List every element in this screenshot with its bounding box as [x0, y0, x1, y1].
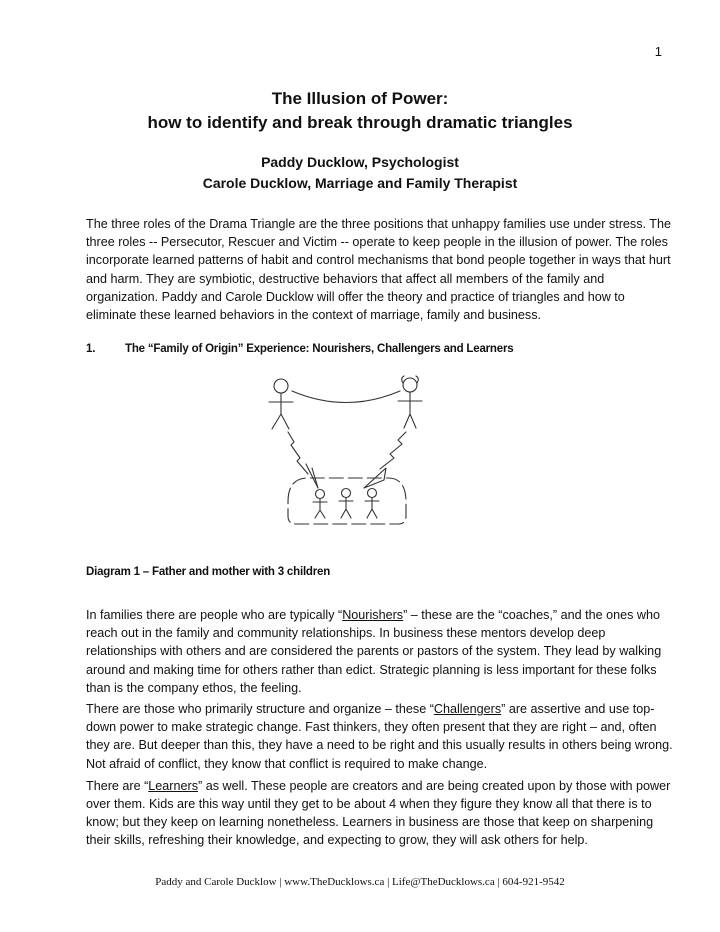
- parent-connection-arc: [292, 391, 400, 403]
- document-title: [0, 87, 720, 135]
- child-figure-1: [313, 490, 327, 519]
- page-number: 1: [654, 44, 662, 59]
- p2-text-start: There are those who primarily structure and organize – these “: [86, 702, 434, 717]
- p3-text-end: ” as well. These people are creators and are being created upon by those with power over them. Kids are this way until they get to be about 4 when they figure they know all that there is to know; but they keep on learning nonetheless. Learners in business are those that keep on sharpening their skills, refreshing their knowledge, and expecting to grow, they will ask others for help.: [86, 778, 671, 848]
- footer: Paddy and Carole Ducklow | www.TheDucklows.ca | Life@TheDucklows.ca | 604-921-9542: [155, 876, 565, 888]
- child-figure-3: [365, 489, 379, 519]
- p2-text-end: ” are assertive and use top-down power to make strategic change. Fast thinkers, they often present that they are right – and, often they are. But deeper than this, they have a need to be right and this usually results in others being wrong. Not afraid of conflict, they know that conflict is required to make change.: [86, 702, 673, 771]
- section-title: The “Family of Origin” Experience: Nourishers, Challengers and Learners: [125, 343, 514, 355]
- p1-text-end: ” – these are the “coaches,” and the ones who reach out in the family and community relationships. In business these mentors develop deep relationships with others and are considered the parents or pastors of the system. They lead by walking around and making time for others rather than edict. Strategic planning is less important for these folks than is the company ethos, the feeling.: [86, 608, 662, 695]
- intro-paragraph: The three roles of the Drama Triangle are the three positions that unhappy families use under stress. The three roles -- Persecutor, Rescuer and Victim -- operate to keep people in the illusion of power. The roles incorporate learned patterns of habit and control mechanisms that bond people together in ways that hurt and harm. They are symbiotic, destructive behaviors that affect all members of the family and organization. Paddy and Carole Ducklow will offer the theory and practice of triangles and how to eliminate these learned behaviors in the context of marriage, family and business.: [86, 217, 671, 323]
- title-line-1: The Illusion of Power:: [271, 89, 449, 108]
- term-nourishers: Nourishers: [342, 608, 404, 622]
- child-figure-2: [339, 489, 353, 519]
- author-2: Carole Ducklow, Marriage and Family Therapist: [202, 175, 518, 191]
- mother-figure: [398, 376, 422, 428]
- learners-paragraph: [86, 777, 676, 850]
- mother-arrow: [364, 432, 406, 488]
- father-arrow: [288, 432, 318, 488]
- term-challengers: Challengers: [433, 702, 502, 717]
- section-number: 1.: [86, 343, 96, 355]
- body-text: [86, 606, 676, 854]
- challengers-paragraph: [86, 700, 676, 773]
- section-heading: [86, 343, 513, 355]
- authors: [0, 152, 720, 194]
- author-1: Paddy Ducklow, Psychologist: [261, 154, 459, 170]
- diagram-caption: Diagram 1 – Father and mother with 3 children: [86, 566, 331, 578]
- term-learners: Learners: [148, 778, 199, 793]
- father-figure: [269, 379, 293, 429]
- p3-text-start: There are “: [86, 778, 149, 793]
- title-line-2: how to identify and break through dramatic triangles: [147, 113, 573, 132]
- p1-text-start: In families there are people who are typically “: [86, 608, 343, 622]
- family-diagram: [248, 374, 428, 542]
- nourishers-paragraph: [86, 606, 676, 697]
